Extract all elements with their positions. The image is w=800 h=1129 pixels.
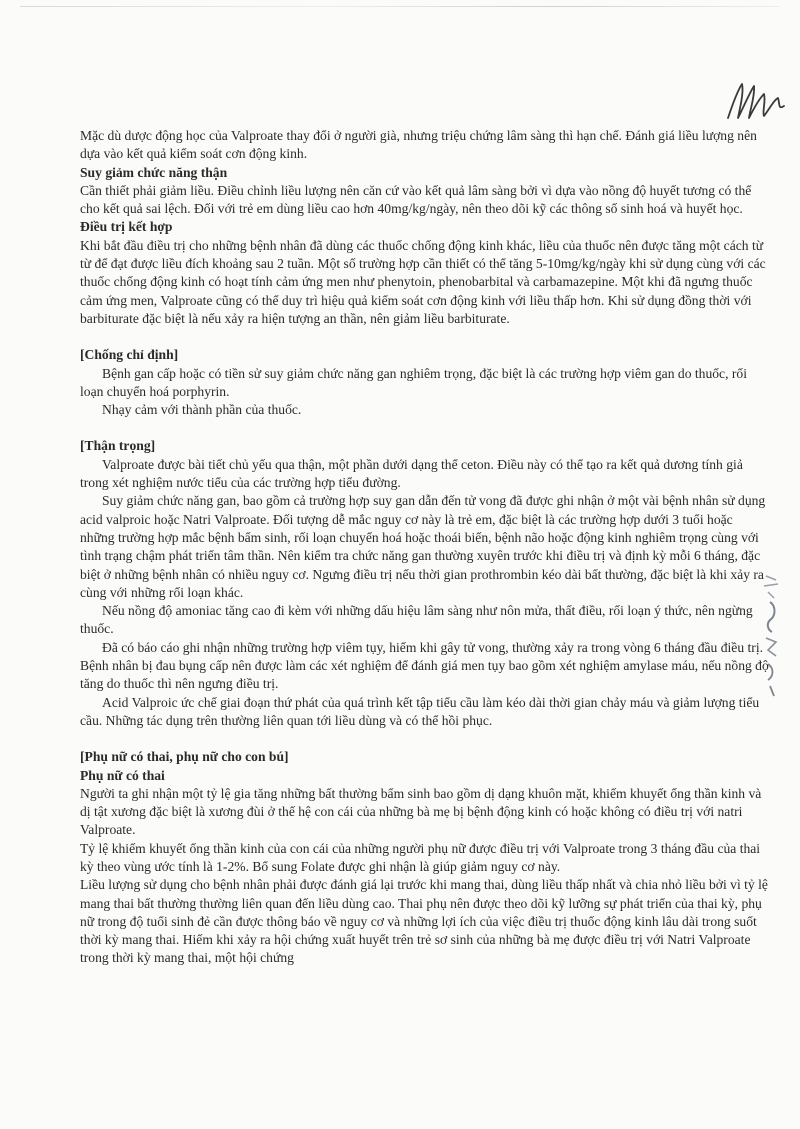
scan-top-edge bbox=[20, 6, 780, 7]
contraindication-heading: [Chống chỉ định] bbox=[80, 347, 179, 363]
caution-paragraph-4: Đã có báo cáo ghi nhận những trường hợp viêm tụy, hiếm khi gây tử vong, thường xảy ra trong vòng 6 tháng đầu điều trị. Bệnh nhân bị đau bụng cấp nên được làm các xét nghiệm để đánh giá men tụy bao gồm xét nghiệm amylase máu, nếu nồng độ tăng do thuốc thì nên ngưng điều trị. bbox=[80, 639, 769, 692]
contraindication-paragraph-1: Bệnh gan cấp hoặc có tiền sử suy giảm chức năng gan nghiêm trọng, đặc biệt là các trường hợp viêm gan do thuốc, rối loạn chuyển hoá porphyrin. bbox=[80, 365, 747, 399]
combo-heading: Điều trị kết hợp bbox=[80, 219, 173, 235]
pregnancy-paragraph-1: Người ta ghi nhận một tỷ lệ gia tăng những bất thường bẩm sinh bao gồm dị dạng khuôn mặt, khiếm khuyết ống thần kinh và dị tật xương đặc biệt là xương đùi ở thế hệ con cái của những bà mẹ bị bệnh động kinh có hoặc không có điều trị với natri Valproate. bbox=[80, 785, 762, 838]
pregnancy-paragraph-2: Tỷ lệ khiếm khuyết ống thần kinh của con cái của những người phụ nữ được điều trị với Valproate trong 3 tháng đầu của thai kỳ theo vùng ước tính là 1-2%. Bổ sung Folate được ghi nhận là giúp giảm nguy cơ này. bbox=[80, 840, 761, 874]
caution-paragraph-2: Suy giảm chức năng gan, bao gồm cả trường hợp suy gan dẫn đến tử vong đã được ghi nhận ở một vài bệnh nhân sử dụng acid valproic hoặc Natri Valproate. Đối tượng dễ mắc nguy cơ này là trẻ em, đặc biệt là các trường hợp dưới 3 tuổi hoặc những trường hợp mắc bệnh bẩm sinh, rối loạn chuyển hoá hoặc thoái biến, bệnh não hoặc động kinh nghiêm trọng cùng với tình trạng chậm phát triển tâm thần. Nên kiểm tra chức năng gan thường xuyên trước khi điều trị và định kỳ mỗi 6 tháng, đặc biệt ở những bệnh nhân có nhiều nguy cơ. Ngưng điều trị nếu thời gian prothrombin kéo dài bất thường, đặc biệt là khi xảy ra cùng với những rối loạn khác. bbox=[80, 493, 766, 600]
pregnancy-subheading: Phụ nữ có thai bbox=[80, 767, 165, 783]
renal-heading: Suy giảm chức năng thận bbox=[80, 164, 228, 180]
caution-paragraph-5: Acid Valproic ức chế giai đoạn thứ phát của quá trình kết tập tiểu cầu làm kéo dài thời gian chảy máu và giảm lượng tiểu cầu. Những tác dụng trên thường liên quan tới liều dùng và có thể hồi phục. bbox=[80, 694, 760, 728]
pregnancy-paragraph-3: Liều lượng sử dụng cho bệnh nhân phải được đánh giá lại trước khi mang thai, dùng liều thấp nhất và chia nhỏ liều bởi vì tỷ lệ mang thai bất thường thường liên quan đến liều dùng cao. Thai phụ nên được theo dõi kỹ lưỡng sự phát triển của thai kỳ, phụ nữ trong độ tuổi sinh đẻ cần được thông báo về nguy cơ và những lợi ích của việc điều trị thuốc động kinh lâu dài trong suốt thời kỳ mang thai. Hiếm khi xảy ra hội chứng xuất huyết trên trẻ sơ sinh của những bà mẹ được điều trị với Natri Valproate trong thời kỳ mang thai, một hội chứng bbox=[80, 877, 768, 966]
caution-paragraph-1: Valproate được bài tiết chủ yếu qua thận, một phần dưới dạng thể ceton. Điều này có thể tạo ra kết quả dương tính giả trong xét nghiệm nước tiểu của các trường hợp tiểu đường. bbox=[80, 456, 743, 491]
signature-icon bbox=[722, 78, 790, 124]
pregnancy-heading: [Phụ nữ có thai, phụ nữ cho con bú] bbox=[80, 749, 289, 765]
document-body bbox=[80, 127, 770, 968]
intro-paragraph: Mặc dù dược động học của Valproate thay đổi ở người già, nhưng triệu chứng lâm sàng thì hạn chế. Đánh giá liều lượng nên dựa vào kết quả kiểm soát cơn động kinh. bbox=[80, 128, 757, 162]
caution-paragraph-3: Nếu nồng độ amoniac tăng cao đi kèm với những dấu hiệu lâm sàng như nôn mửa, thất điều, rối loạn ý thức, nên ngừng thuốc. bbox=[80, 603, 753, 637]
caution-heading: [Thận trọng] bbox=[80, 438, 156, 454]
combo-paragraph: Khi bắt đầu điều trị cho những bệnh nhân đã dùng các thuốc chống động kinh khác, liều của thuốc nên được tăng một cách từ từ để đạt được liều đích khoảng sau 2 tuần. Một số trường hợp cần thiết có thể tăng 5-10mg/kg/ngày khi sử dụng cùng với các thuốc chống động kinh có hoạt tính cảm ứng men như phenytoin, phenobarbital và carbamazepine. Một khi đã ngưng thuốc cảm ứng men, Valproate cũng có thể duy trì hiệu quả kiểm soát cơn động kinh với liều thấp hơn. Khi sử dụng đồng thời với barbiturate đặc biệt là nếu xảy ra hiện tượng an thần, nên giảm liều barbiturate. bbox=[80, 237, 766, 326]
renal-paragraph: Cần thiết phải giảm liều. Điều chỉnh liều lượng nên căn cứ vào kết quả lâm sàng bởi vì dựa vào nồng độ huyết tương có thể cho kết quả sai lệch. Đối với trẻ em dùng liều cao hơn 40mg/kg/ngày, nên theo dõi kỹ các thông số sinh hoá và huyết học. bbox=[80, 182, 752, 217]
contraindication-paragraph-2: Nhạy cảm với thành phần của thuốc. bbox=[102, 402, 302, 418]
